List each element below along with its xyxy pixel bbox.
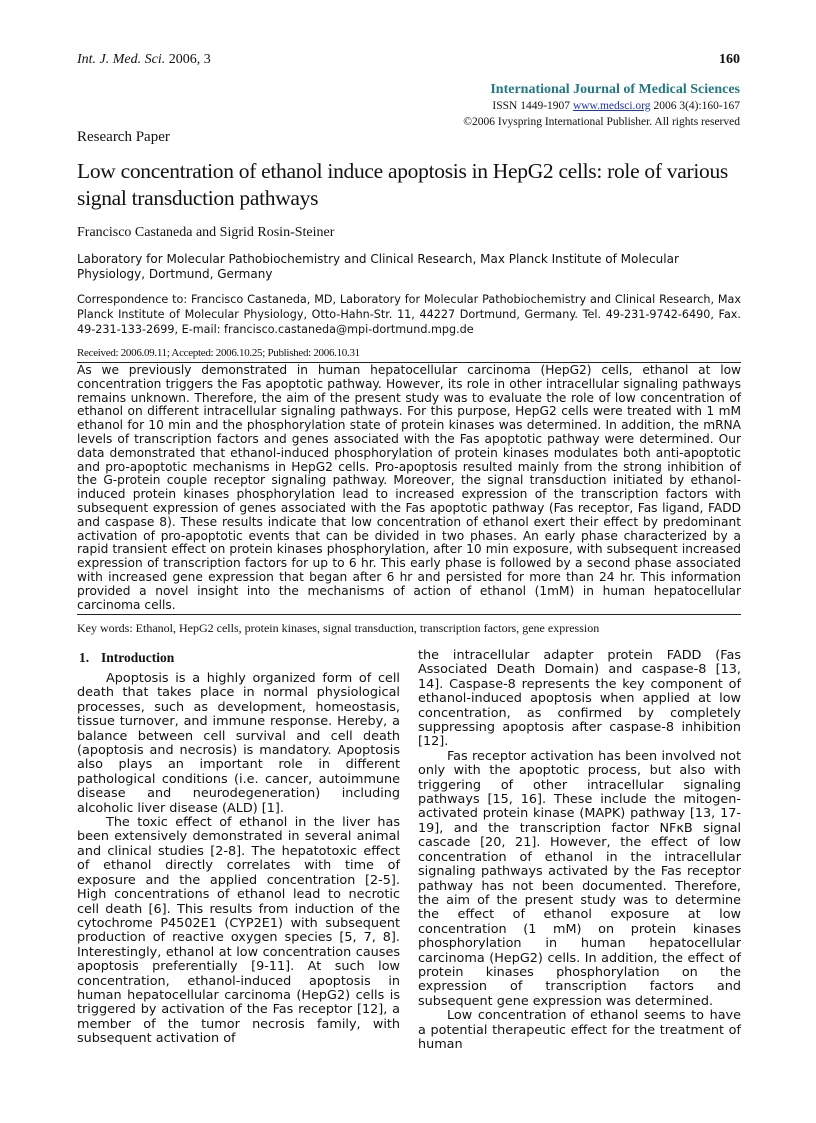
issn-prefix: ISSN 1449-1907: [492, 100, 571, 112]
issn-suffix: 2006 3(4):160-167: [653, 100, 740, 112]
paragraph: Apoptosis is a highly organized form of cell death that takes place in normal physiological processes, such as development, homeostasis, tissue turnover, and immune response. Hereby, a balance between cell survival and cell death (apoptosis and necrosis) is mandatory. Apoptosis also plays an important role in different pathological conditions (i.e. cancer, autoimmune disease and neurodegeneration) including alcoholic liver disease (ALD) [1].: [77, 671, 400, 816]
paragraph-continuation: the intracellular adapter protein FADD (Fas Associated Death Domain) and caspase-8 [13, 14]. Caspase-8 represents the key component of ethanol-induced apoptosis when applied at low concentration, as confirmed by completely suppressing apoptosis after caspase-8 inhibition [12].: [418, 648, 741, 750]
issn-line: [492, 100, 740, 112]
abstract-bottom-rule: [77, 614, 741, 615]
correspondence: Correspondence to: Francisco Castaneda, MD, Laboratory for Molecular Pathobiochemistry and Clinical Research, Max Planck Institute of Molecular Physiology, Otto-Hahn-Str. 11, 44227 Dortmund, Germany. Tel. 49-231-9742-6490, Fax. 49-231-133-2699, E-mail: francisco.castaneda@mpi-dortmund.mpg.de: [77, 293, 741, 336]
journal-name: International Journal of Medical Sciences: [490, 82, 740, 97]
page-number: 160: [719, 52, 740, 67]
journal-year-volume: 2006, 3: [168, 52, 211, 67]
paper-type: Research Paper: [77, 129, 170, 145]
paragraph: The toxic effect of ethanol in the liver has been extensively demonstrated in several animal and clinical studies [2-8]. The hepatotoxic effect of ethanol directly correlates with time of exposure and the applied concentration [2-5]. High concentrations of ethanol lead to necrotic cell death [6]. This results from induction of the cytochrome P4502E1 (CYP2E1) with subsequent production of reactive oxygen species [5, 7, 8]. Interestingly, ethanol at low concentration causes apoptosis preferentially [9-11]. At such low concentration, ethanol-induced apoptosis in human hepatocellular carcinoma (HepG2) cells is triggered by activation of the Fas receptor [12], a member of the tumor necrosis family, with subsequent activation of: [77, 815, 400, 1047]
body-column-right: [418, 649, 741, 1052]
body-column-left: [77, 649, 400, 1047]
journal-website-link[interactable]: www.medsci.org: [572, 100, 651, 112]
paragraph: Low concentration of ethanol seems to have a potential therapeutic effect for the treatment of human: [418, 1008, 741, 1052]
article-title: Low concentration of ethanol induce apoptosis in HepG2 cells: role of various signal transduction pathways: [77, 159, 728, 210]
abstract: As we previously demonstrated in human hepatocellular carcinoma (HepG2) cells, ethanol at low concentration triggers the Fas apoptotic pathway. However, its role in other intracellular signaling pathways remains unknown. Therefore, the aim of the present study was to evaluate the role of low concentration of ethanol on different intracellular signaling pathways. For this purpose, HepG2 cells were treated with 1 mM ethanol for 10 min and the phosphorylation state of protein kinases was determined. In addition, the mRNA levels of transcription factors and genes associated with the Fas apoptotic pathway were determined. Our data demonstrated that ethanol-induced phosphorylation of protein kinases modulates both anti-apoptotic and pro-apoptotic mechanisms in HepG2 cells. Pro-apoptosis resulted mainly from the strong inhibition of the G-protein couple receptor signaling pathway. Moreover, the signal transduction initiated by ethanol-induced protein kinases phosphorylation lead to increased expression of the transcription factors with subsequent expression of genes associated with the Fas apoptotic pathway (Fas receptor, Fas ligand, FADD and caspase 8). These results indicate that low concentration of ethanol exert their effect by predominant activation of pro-apoptotic events that can be divided in two phases. An early phase characterized by a rapid transient effect on protein kinases phosphorylation, after 10 min exposure, with subsequent increased expression of transcription factors for up to 6 hr. This early phase is followed by a second phase associated with increased gene expression that began after 6 hr and persisted for more than 24 hr. This information provided a novel insight into the mechanisms of action of ethanol (1mM) in human hepatocellular carcinoma cells.: [77, 363, 741, 612]
keywords: Key words: Ethanol, HepG2 cells, protein kinases, signal transduction, transcription factors, gene expression: [77, 621, 600, 635]
author-affiliation: Laboratory for Molecular Pathobiochemistry and Clinical Research, Max Planck Institute of Molecular Physiology, Dortmund, Germany: [77, 252, 679, 281]
copyright-notice: ©2006 Ivyspring International Publisher. All rights reserved: [463, 116, 740, 128]
journal-short-name: Int. J. Med. Sci.: [77, 52, 166, 67]
paragraph: Fas receptor activation has been involved not only with the apoptotic process, but also with triggering of other intracellular signaling pathways [15, 16]. These include the mitogen-activated protein kinase (MAPK) pathway [13, 17-19], and the transcription factor NFκB signal cascade [20, 21]. However, the effect of low concentration of ethanol in the intracellular signaling pathways activated by the Fas receptor pathway has not been documented. Therefore, the aim of the present study was to determine the effect of ethanol exposure at low concentration (1 mM) on protein kinases phosphorylation in human hepatocellular carcinoma (HepG2) cells. In addition, the effect of protein kinases phosphorylation on the expression of transcription factors and subsequent gene expression was determined.: [418, 748, 741, 1009]
publication-dates: Received: 2006.09.11; Accepted: 2006.10.25; Published: 2006.10.31: [77, 347, 360, 359]
section-number: 1.: [79, 650, 90, 665]
article-authors: Francisco Castaneda and Sigrid Rosin-Steiner: [77, 225, 335, 240]
section-title: Introduction: [101, 650, 175, 665]
running-header-journal: [77, 52, 211, 68]
section-heading-introduction: [79, 649, 400, 667]
